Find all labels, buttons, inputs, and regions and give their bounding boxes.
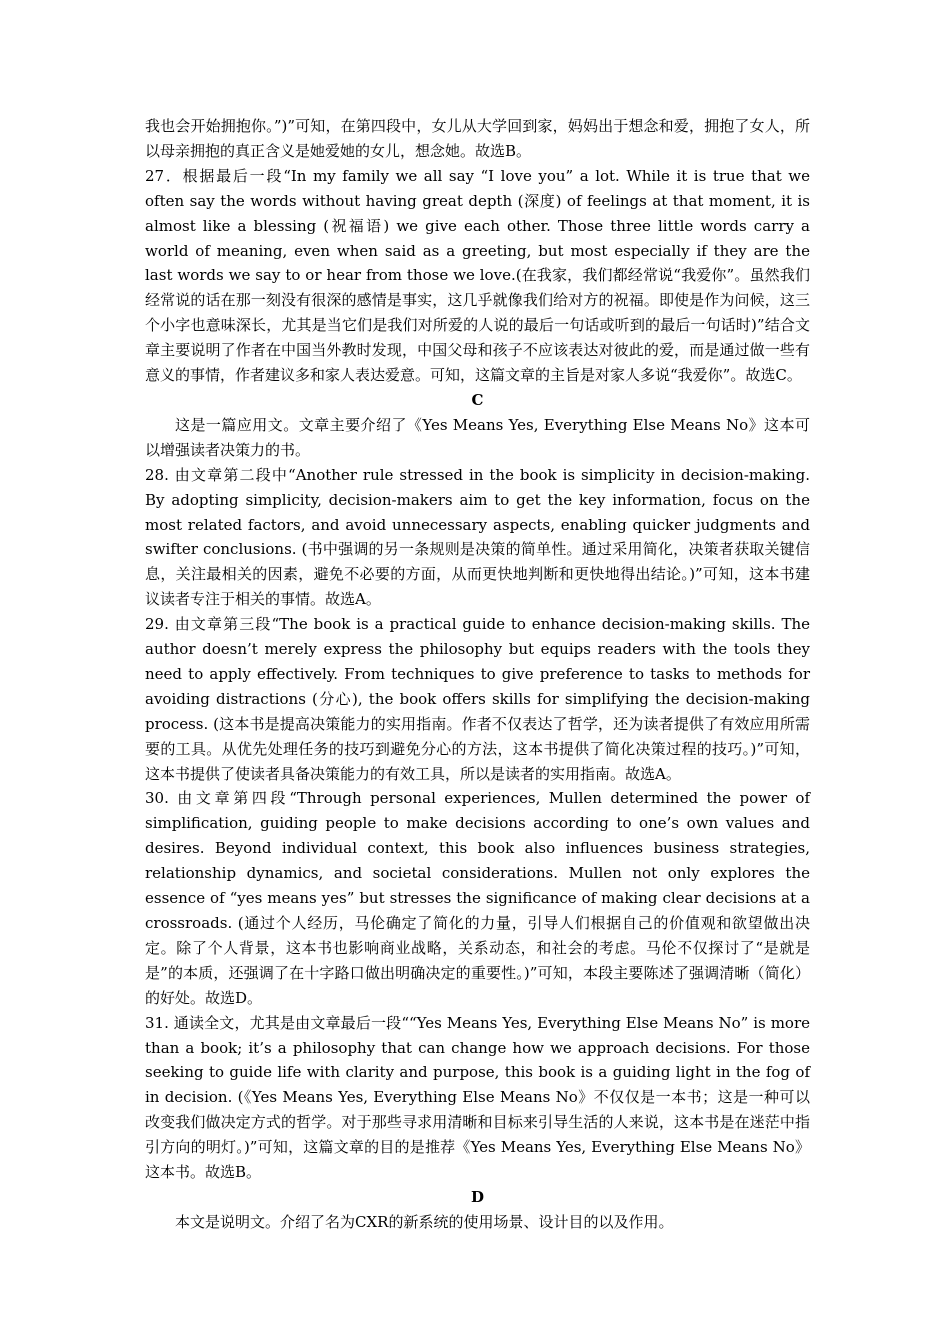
- section-heading-d: D: [470, 1187, 484, 1206]
- section-d-summary: 本文是说明文。介绍了名为CXR的新系统的使用场景、设计目的以及作用。: [175, 1212, 674, 1231]
- paragraph-answer-28: 28. 由文章第二段中“Another rule stressed in the book is simplicity in decision-making. By adopting simplicity, decision-makers aim to get the key information, focus on the most related factors, and avoid unnecessary aspects, enabling quicker judgments and swifter conclusions. (书中强调的另一条规则是决策的简单性。通过采用简化，决策者获取关键信息，关注最相关的因素，避免不必要的方面，从而更快地判断和更快地得出结论。)”可知，这本书建议读者专注于相关的事情。故选A。: [145, 465, 810, 609]
- section-heading-c: C: [471, 390, 484, 409]
- paragraph-answer-26-end: 我也会开始拥抱你。”)”可知，在第四段中，女儿从大学回到家，妈妈出于想念和爱，拥抱了女人，所以母亲拥抱的真正含义是她爱她的女儿，想念她。故选B。: [145, 117, 810, 160]
- paragraph-answer-30: 30. 由文章第四段“Through personal experiences, Mullen determined the power of simplification, guiding people to make decisions according to one’s own values and desires. Beyond individual context, this book also influences business strategies, relationship dynamics, and societal considerations. Mullen not only explores the essence of “yes means yes” but stresses the significance of making clear decisions at a crossroads. (通过个人经历，马伦确定了简化的力量，引导人们根据自己的价值观和欲望做出决定。除了个人背景，这本书也影响商业战略，关系动态，和社会的考虑。马伦不仅探讨了“是就是是”的本质，还强调了在十字路口做出明确决定的重要性。)”可知，本段主要陈述了强调清晰（简化）的好处。故选D。: [145, 789, 810, 1007]
- document-body: [145, 114, 810, 1235]
- paragraph-answer-29: 29. 由文章第三段“The book is a practical guide to enhance decision-making skills. The author doesn’t merely express the philosophy but equips readers with the tools they need to apply effectively. From techniques to give preference to tasks to methods for avoiding distractions (分心), the book offers skills for simplifying the decision-making process. (这本书是提高决策能力的实用指南。作者不仅表达了哲学，还为读者提供了有效应用所需要的工具。从优先处理任务的技巧到避免分心的方法，这本书提供了简化决策过程的技巧。)”可知，这本书提供了使读者具备决策能力的有效工具，所以是读者的实用指南。故选A。: [145, 615, 810, 783]
- paragraph-answer-27: 27．根据最后一段“In my family we all say “I love you” a lot. While it is true that we often say the words without having great depth (深度) of feelings at that moment, it is almost like a blessing (祝福语) we give each other. Those three little words carry a world of meaning, even when said as a greeting, but most especially if they are the last words we say to or hear from those we love.(在我家，我们都经常说“我爱你”。虽然我们经常说的话在那一刻没有很深的感情是事实，这几乎就像我们给对方的祝福。即使是作为问候，这三个小字也意味深长，尤其是当它们是我们对所爱的人说的最后一句话或听到的最后一句话时)”结合文章主要说明了作者在中国当外教时发现，中国父母和孩子不应该表达对彼此的爱，而是通过做一些有意义的事情，作者建议多和家人表达爱意。可知，这篇文章的主旨是对家人多说“我爱你”。故选C。: [145, 166, 810, 385]
- section-c-summary: 这是一篇应用文。文章主要介绍了《Yes Means Yes, Everything Else Means No》这本可以增强读者决策力的书。: [145, 415, 810, 459]
- paragraph-answer-31: 31. 通读全文，尤其是由文章最后一段““Yes Means Yes, Everything Else Means No” is more than a book; it’s a philosophy that can change how we approach decisions. For those seeking to guide life with clarity and purpose, this book is a guiding light in the fog of in decision. (《Yes Means Yes, Everything Else Means No》不仅仅是一本书；这是一种可以改变我们做决定方式的哲学。对于那些寻求用清晰和目标来引导生活的人来说，这本书是在迷茫中指引方向的明灯。)”可知，这篇文章的目的是推荐《Yes Means Yes, Everything Else Means No》这本书。故选B。: [145, 1013, 810, 1182]
